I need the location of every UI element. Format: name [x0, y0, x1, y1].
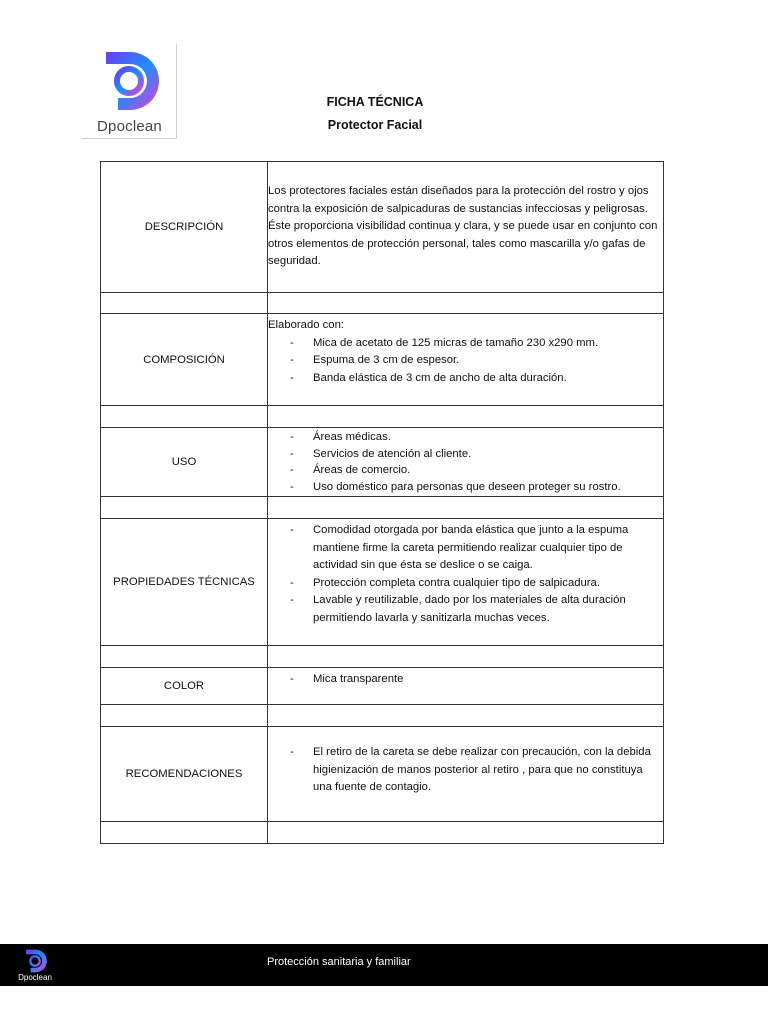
list-item: - Lavable y reutilizable, dado por los materiales de alta duración permitiendo lavarla y sanitizarla muchas veces. [268, 592, 663, 627]
list-item: - Servicios de atención al cliente. [268, 446, 663, 463]
color-list [268, 671, 663, 689]
spec-row-uso [101, 428, 664, 497]
recommendations-list [268, 744, 663, 797]
spacer-row [101, 646, 664, 668]
row-label: USO [101, 428, 268, 497]
row-value [268, 519, 664, 646]
row-label: RECOMENDACIONES [101, 727, 268, 822]
list-item: - Uso doméstico para personas que deseen proteger su rostro. [268, 479, 663, 496]
row-value [268, 162, 664, 293]
list-item: - Áreas de comercio. [268, 462, 663, 479]
spec-row-composicion [101, 314, 664, 406]
brand-logo [82, 44, 177, 139]
footer-brand-name: Dpoclean [18, 973, 52, 982]
brand-name: Dpoclean [97, 118, 162, 135]
dpoclean-logo-icon [22, 948, 48, 974]
row-value [268, 727, 664, 822]
row-label: PROPIEDADES TÉCNICAS [101, 519, 268, 646]
properties-list [268, 522, 663, 627]
document-title: FICHA TÉCNICA [326, 95, 424, 109]
list-item: - Protección completa contra cualquier tipo de salpicadura. [268, 575, 663, 593]
footer-bar [0, 944, 768, 986]
list-item: - Mica de acetato de 125 micras de tamaño 230 x290 mm. [268, 335, 663, 353]
row-label: COMPOSICIÓN [101, 314, 268, 406]
row-label: COLOR [101, 668, 268, 705]
row-label: DESCRIPCIÓN [101, 162, 268, 293]
description-text: Los protectores faciales están diseñados para la protección del rostro y ojos contra la exposición de salpicaduras de sustancias infecciosas y peligrosas. Éste proporciona visibilidad continua y clara, y se puede usar en conjunto con otros elementos de protección personal, tales como mascarilla y/o gafas de seguridad. [268, 185, 658, 268]
list-item: - Comodidad otorgada por banda elástica que junto a la espuma mantiene firme la careta permitiendo realizar cualquier tipo de actividad sin que ésta se deslice o se caiga. [268, 522, 663, 575]
list-item: - Áreas médicas. [268, 429, 663, 446]
spec-row-propiedades [101, 519, 664, 646]
spec-row-descripcion [101, 162, 664, 293]
spacer-row [101, 406, 664, 428]
list-item: - El retiro de la careta se debe realizar con precaución, con la debida higienización de manos posterior al retiro , para que no constituya una fuente de contagio. [268, 744, 663, 797]
list-item: - Mica transparente [268, 671, 663, 689]
footer-tagline: Protección sanitaria y familiar [267, 956, 411, 968]
spec-table [100, 161, 664, 844]
spec-row-color [101, 668, 664, 705]
spacer-row [101, 822, 664, 844]
use-list [268, 429, 663, 495]
document-subtitle: Protector Facial [327, 118, 423, 132]
composition-list [268, 335, 663, 388]
spec-row-recomendaciones [101, 727, 664, 822]
composition-intro: Elaborado con: [268, 319, 344, 331]
spacer-row [101, 497, 664, 519]
row-value [268, 314, 664, 406]
row-value [268, 668, 664, 705]
spacer-row [101, 705, 664, 727]
list-item: - Banda elástica de 3 cm de ancho de alta duración. [268, 370, 663, 388]
dpoclean-logo-icon [96, 48, 162, 114]
spacer-row [101, 293, 664, 314]
list-item: - Espuma de 3 cm de espesor. [268, 352, 663, 370]
row-value [268, 428, 664, 497]
footer-logo [12, 948, 58, 986]
